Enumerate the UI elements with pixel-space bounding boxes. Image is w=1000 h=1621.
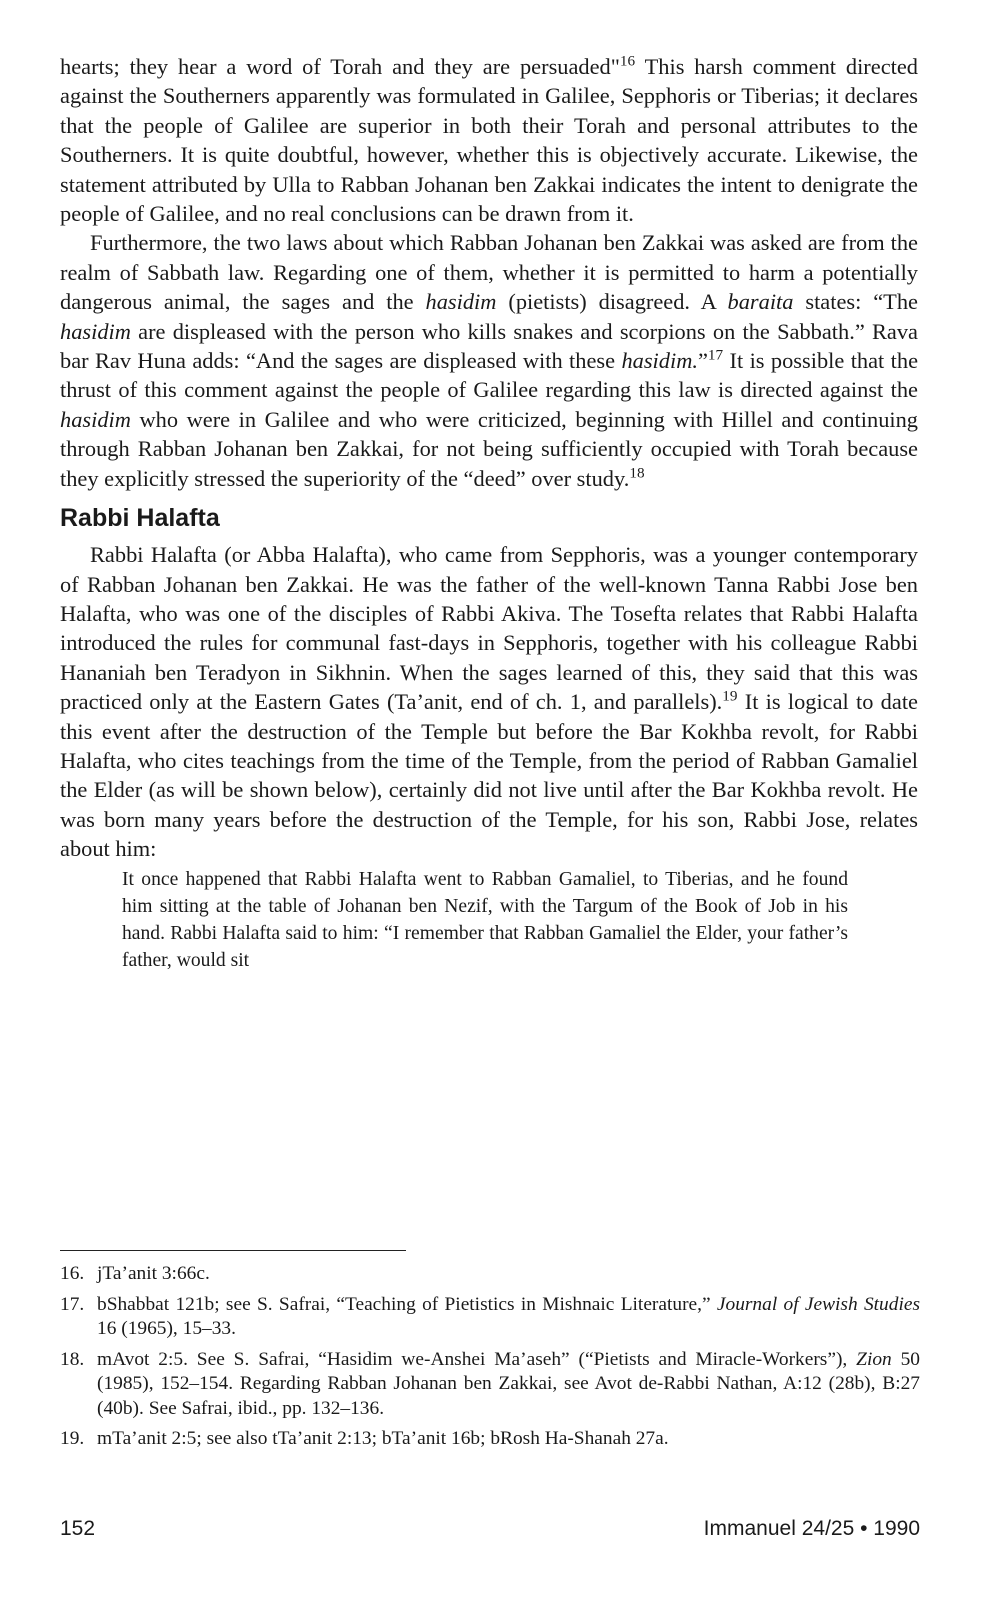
footnote-18 [60, 1348, 920, 1422]
text: mAvot 2:5. See S. Safrai, “Hasidim we-Anshei Ma’aseh” (“Pietists and Miracle-Workers”), [97, 1348, 857, 1370]
journal-citation: Immanuel 24/25 • 1990 [703, 1517, 920, 1540]
text: Rabbi Halafta (or Abba Halafta), who came from Sepphoris, was a younger contemporary of Rabban Johanan ben Zakkai. He was the father of the well-known Tanna Rabbi Jose ben Halafta, who was one of the disciples of Rabbi Akiva. The Tosefta relates that Rabbi Halafta introduced the rules for communal fast-days in Sepphoris, together with his colleague Rabbi Hananiah ben Teradyon in Sikhnin. When the sages learned of this, they said that this was practiced only at the Eastern Gates (Ta’anit, end of ch. 1, and parallels). [60, 542, 918, 715]
text: Furthermore, the two laws about which Rabban Johanan ben Zakkai was asked are from the realm of Sabbath law. Regarding one of them, whether it is permitted to harm a potentially dangerous animal, the sages and the [60, 230, 918, 315]
italic-term: hasidim [60, 406, 131, 432]
footnote-text: jTa’anit 3:66c. [97, 1263, 210, 1284]
text: It is possible that the thrust of this comment against the people of Galilee regarding this law is directed against the [60, 348, 919, 403]
footnote-ref-16[interactable]: 16 [619, 52, 636, 70]
footnote-divider [60, 1250, 406, 1251]
footnote-text: mTa’anit 2:5; see also tTa’anit 2:13; bTa’anit 16b; bRosh Ha-Shanah 27a. [97, 1428, 669, 1449]
footnotes [60, 1262, 920, 1458]
footnote-ref-17[interactable]: 17 [707, 346, 724, 364]
text: This harsh comment directed against the Southerners apparently was formulated in Galilee, Sepphoris or Tiberias; it declares that the people of Galilee are superior in both their Torah and personal attributes to the Southerners. It is quite doubtful, however, whether this is objectively accurate. Likewise, the statement attributed by Ulla to Rabban Johanan ben Zakkai indicates the intent to denigrate the people of Galilee, and no real conclusions can be drawn from it. [60, 54, 918, 227]
text: (pietists) disagreed. A [496, 289, 728, 315]
footnote-number: 18. [60, 1348, 85, 1370]
paragraph-3 [60, 540, 918, 863]
text: ” [697, 348, 708, 374]
footnote-number: 16. [60, 1263, 85, 1284]
text: 50 (1985), 152–154. Regarding Rabban Johanan ben Zakkai, see Avot de-Rabbi Nathan, A:12 (28b), B:27 (40b). See Safrai, ibid., pp. 132–136. [97, 1348, 920, 1419]
italic-term: hasidim [425, 289, 497, 315]
section-heading: Rabbi Halafta [60, 504, 220, 533]
text: bShabbat 121b; see S. Safrai, “Teaching of Pietistics in Mishnaic Literature,” [97, 1293, 717, 1315]
block-quote: It once happened that Rabbi Halafta went to Rabban Gamaliel, to Tiberias, and he found him sitting at the table of Johanan ben Nezif, with the Targum of the Book of Job in his hand. Rabbi Halafta said to him: “I remember that Rabban Gamaliel the Elder, your father’s father, would sit [122, 868, 848, 971]
text: are displeased with the person who kills snakes and scorpions on the Sabbath.” Rava bar Rav Huna adds: “And the sages are displeased with these [60, 318, 918, 374]
text: 16 (1965), 15–33. [97, 1318, 236, 1339]
journal-title: Zion [856, 1348, 892, 1370]
footnote-16 [60, 1262, 920, 1287]
footnote-ref-18[interactable]: 18 [629, 464, 645, 482]
footnote-17 [60, 1293, 920, 1342]
italic-term: hasidim [60, 318, 131, 344]
footnote-number: 19. [60, 1428, 85, 1449]
italic-term: hasidim. [621, 348, 698, 374]
footnote-number: 17. [60, 1293, 85, 1315]
footnote-text [97, 1348, 920, 1422]
text: who were in Galilee and who were criticized, beginning with Hillel and continuing through Rabban Johanan ben Zakkai, for not being sufficiently occupied with Torah because they explicitly stressed the superiority of the “deed” over study. [60, 406, 918, 491]
text: It is logical to date this event after the destruction of the Temple but before the Bar Kokhba revolt, for Rabbi Halafta, who cites teachings from the time of the Temple, from the period of Rabban Gamaliel the Elder (as will be shown below), certainly did not live until after the Bar Kokhba revolt. He was born many years before the destruction of the Temple, for his son, Rabbi Jose, relates about him: [60, 689, 918, 862]
paragraph-1 [60, 52, 918, 228]
footnote-19 [60, 1427, 920, 1452]
footnote-ref-19[interactable]: 19 [722, 687, 738, 705]
paragraph-2 [60, 228, 918, 493]
text: states: “The [793, 289, 918, 315]
page-number: 152 [60, 1517, 96, 1540]
page-body [60, 52, 918, 974]
text: hearts; they hear a word of Torah and they are persuaded" [60, 54, 620, 79]
journal-title: Journal of Jewish Studies [716, 1293, 920, 1315]
footnote-text [97, 1293, 920, 1342]
italic-term: baraita [727, 289, 794, 315]
